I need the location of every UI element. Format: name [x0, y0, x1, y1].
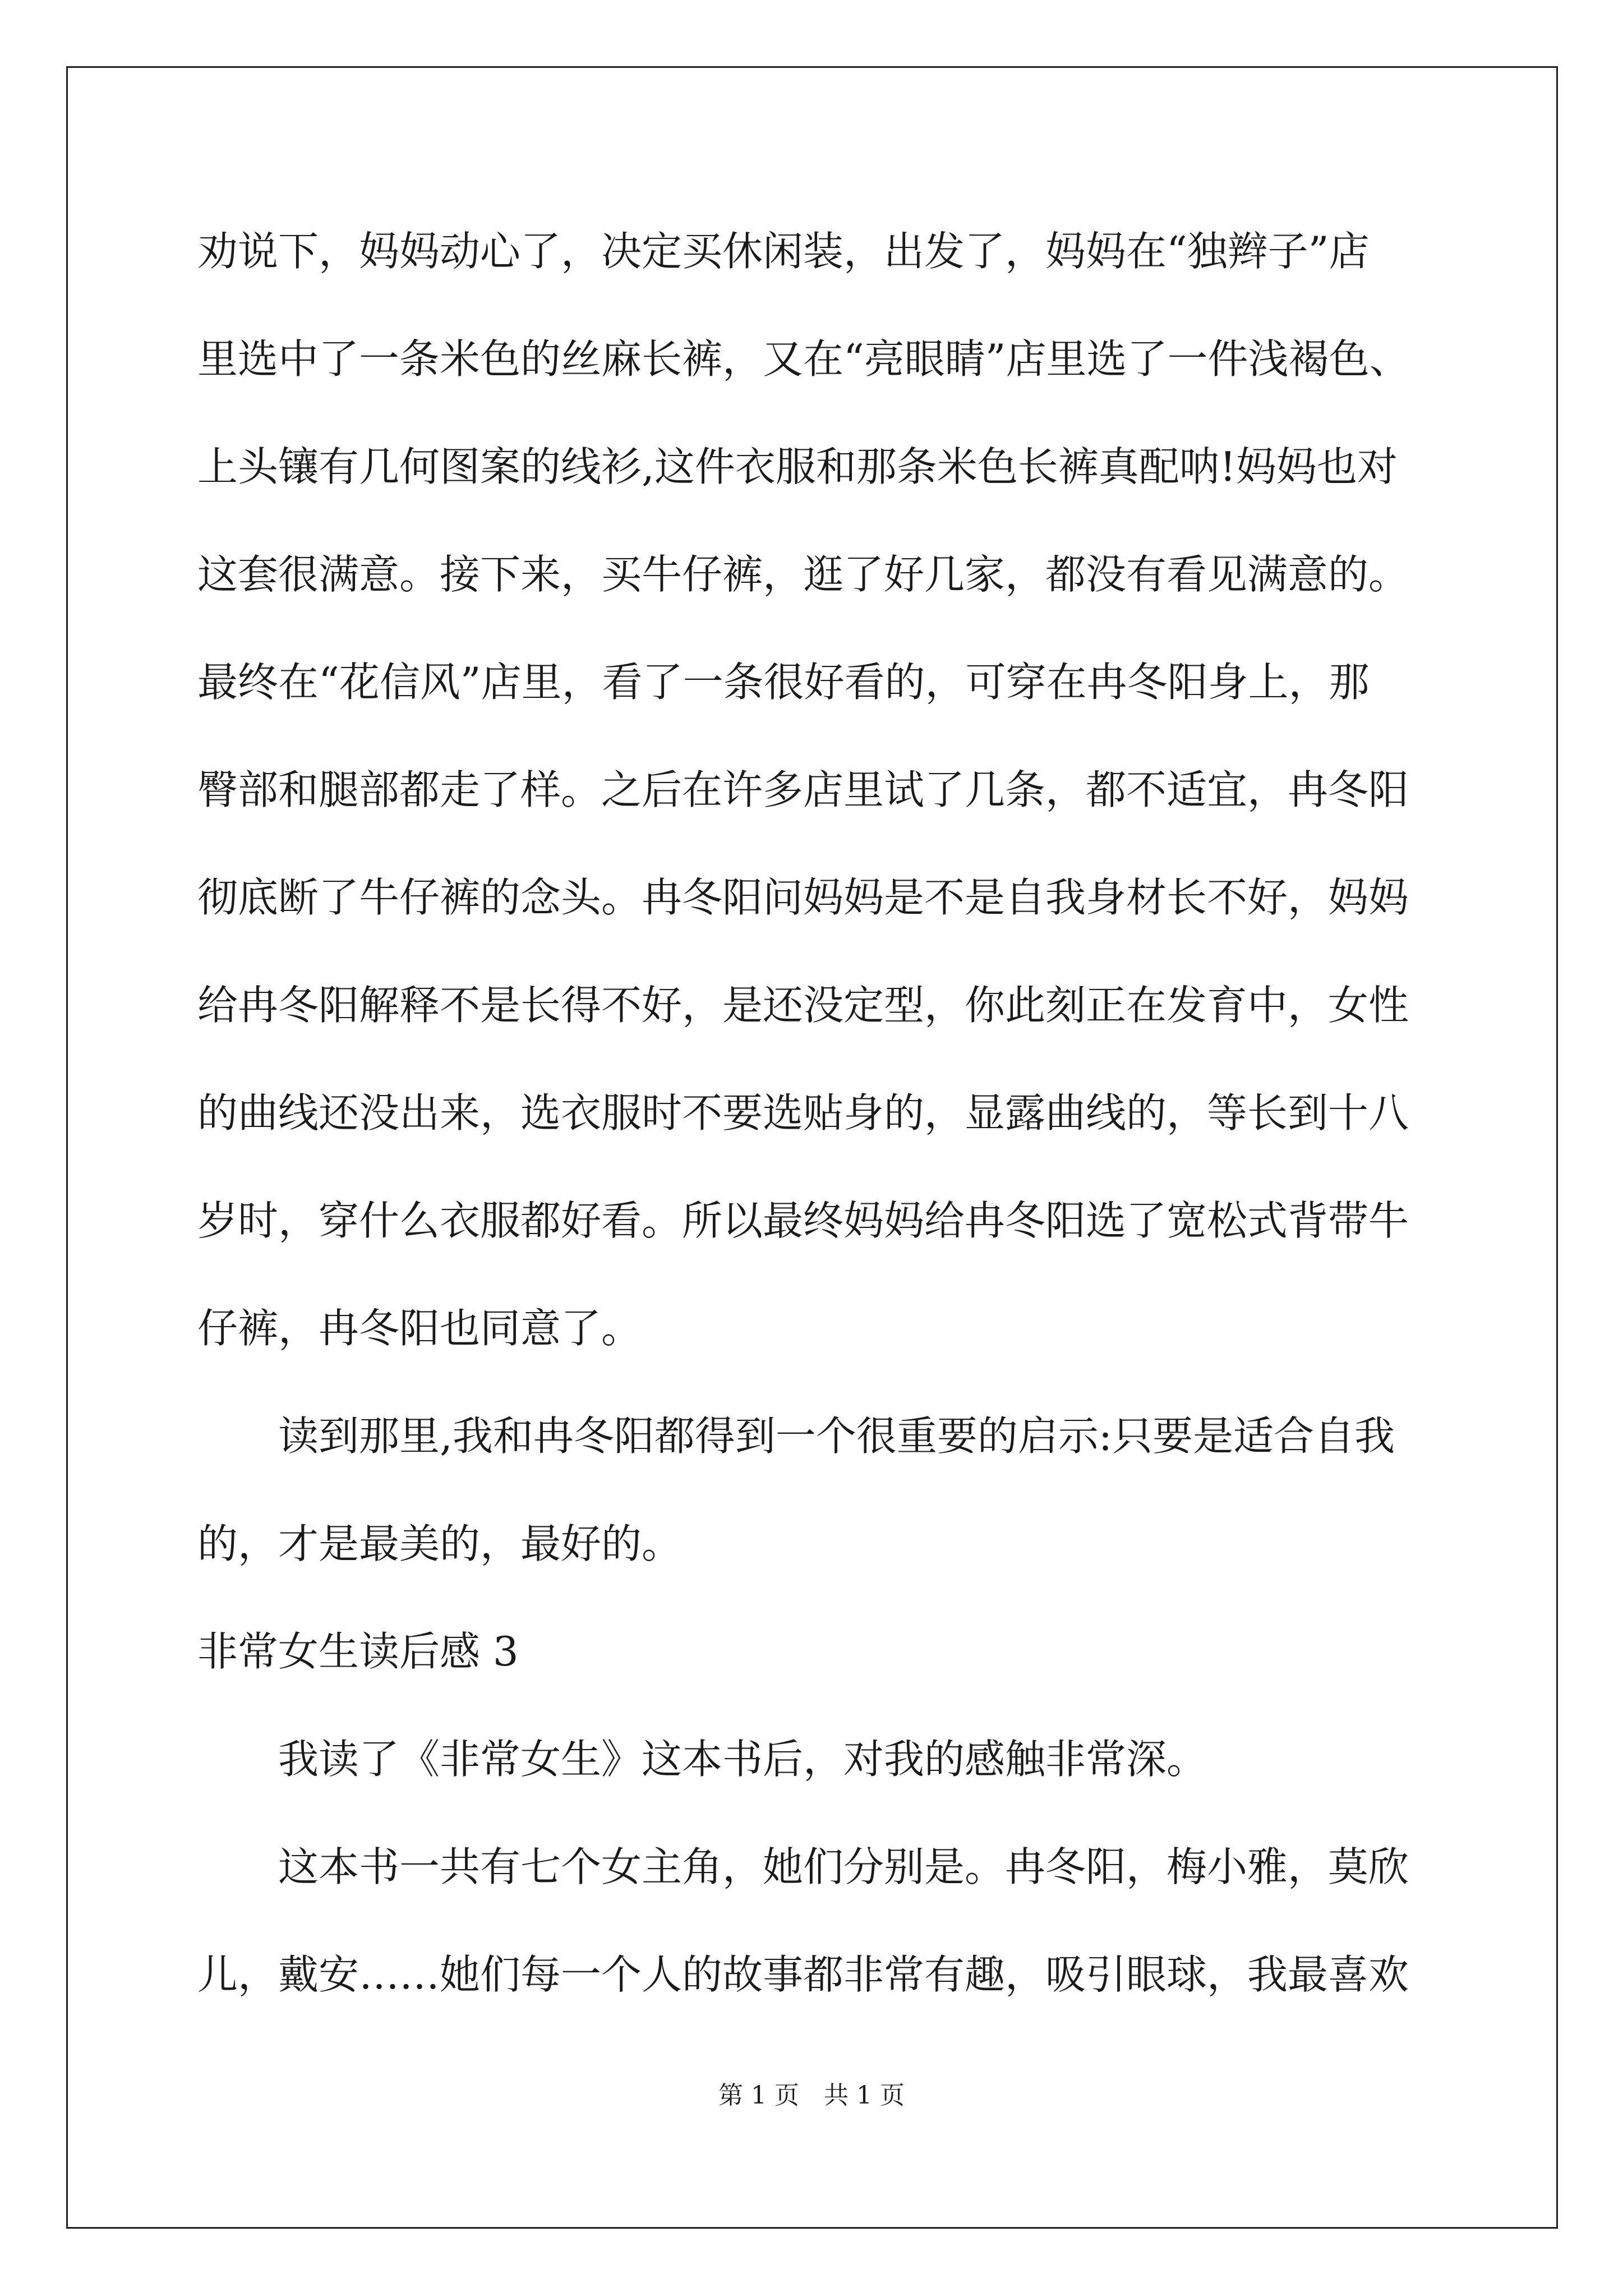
text-line: 劝说下，妈妈动心了，决定买休闲装，出发了，妈妈在“独辫子”店 — [197, 228, 1370, 275]
page-footer: 第 1 页 共 1 页 — [718, 2081, 905, 2110]
paragraph-start: 这本书一共有七个女主角，她们分别是。冉冬阳，梅小雅，莫欣 — [278, 1843, 1409, 1890]
page-border — [66, 66, 1558, 2229]
text-line: 臀部和腿部都走了样。之后在许多店里试了几条，都不适宜，冉冬阳 — [197, 766, 1409, 813]
paragraph-start: 我读了《非常女生》这本书后，对我的感触非常深。 — [278, 1736, 1207, 1783]
text-line: 上头镶有几何图案的线衫,这件衣服和那条米色长裤真配呐!妈妈也对 — [197, 443, 1398, 490]
text-line: 里选中了一条米色的丝麻长裤，又在“亮眼睛”店里选了一件浅褐色、 — [197, 335, 1410, 383]
text-line: 给冉冬阳解释不是长得不好，是还没定型，你此刻正在发育中，女性 — [197, 982, 1409, 1029]
text-line: 仔裤，冉冬阳也同意了。 — [197, 1305, 642, 1352]
text-line: 儿，戴安……她们每一个人的故事都非常有趣，吸引眼球，我最喜欢 — [197, 1951, 1409, 1998]
text-line: 的，才是最美的，最好的。 — [197, 1520, 683, 1567]
paragraph-start: 读到那里,我和冉冬阳都得到一个很重要的启示:只要是适合自我 — [278, 1412, 1395, 1460]
section-heading: 非常女生读后感 3 — [197, 1628, 519, 1675]
text-line: 的曲线还没出来，选衣服时不要选贴身的，显露曲线的，等长到十八 — [197, 1089, 1409, 1137]
text-line: 岁时，穿什么衣服都好看。所以最终妈妈给冉冬阳选了宽松式背带牛 — [197, 1197, 1409, 1244]
text-line: 这套很满意。接下来，买牛仔裤，逛了好几家，都没有看见满意的。 — [197, 551, 1409, 598]
text-line: 最终在“花信风”店里，看了一条很好看的，可穿在冉冬阳身上，那 — [197, 659, 1370, 706]
text-line: 彻底断了牛仔裤的念头。冉冬阳问妈妈是不是自我身材长不好，妈妈 — [197, 874, 1409, 921]
